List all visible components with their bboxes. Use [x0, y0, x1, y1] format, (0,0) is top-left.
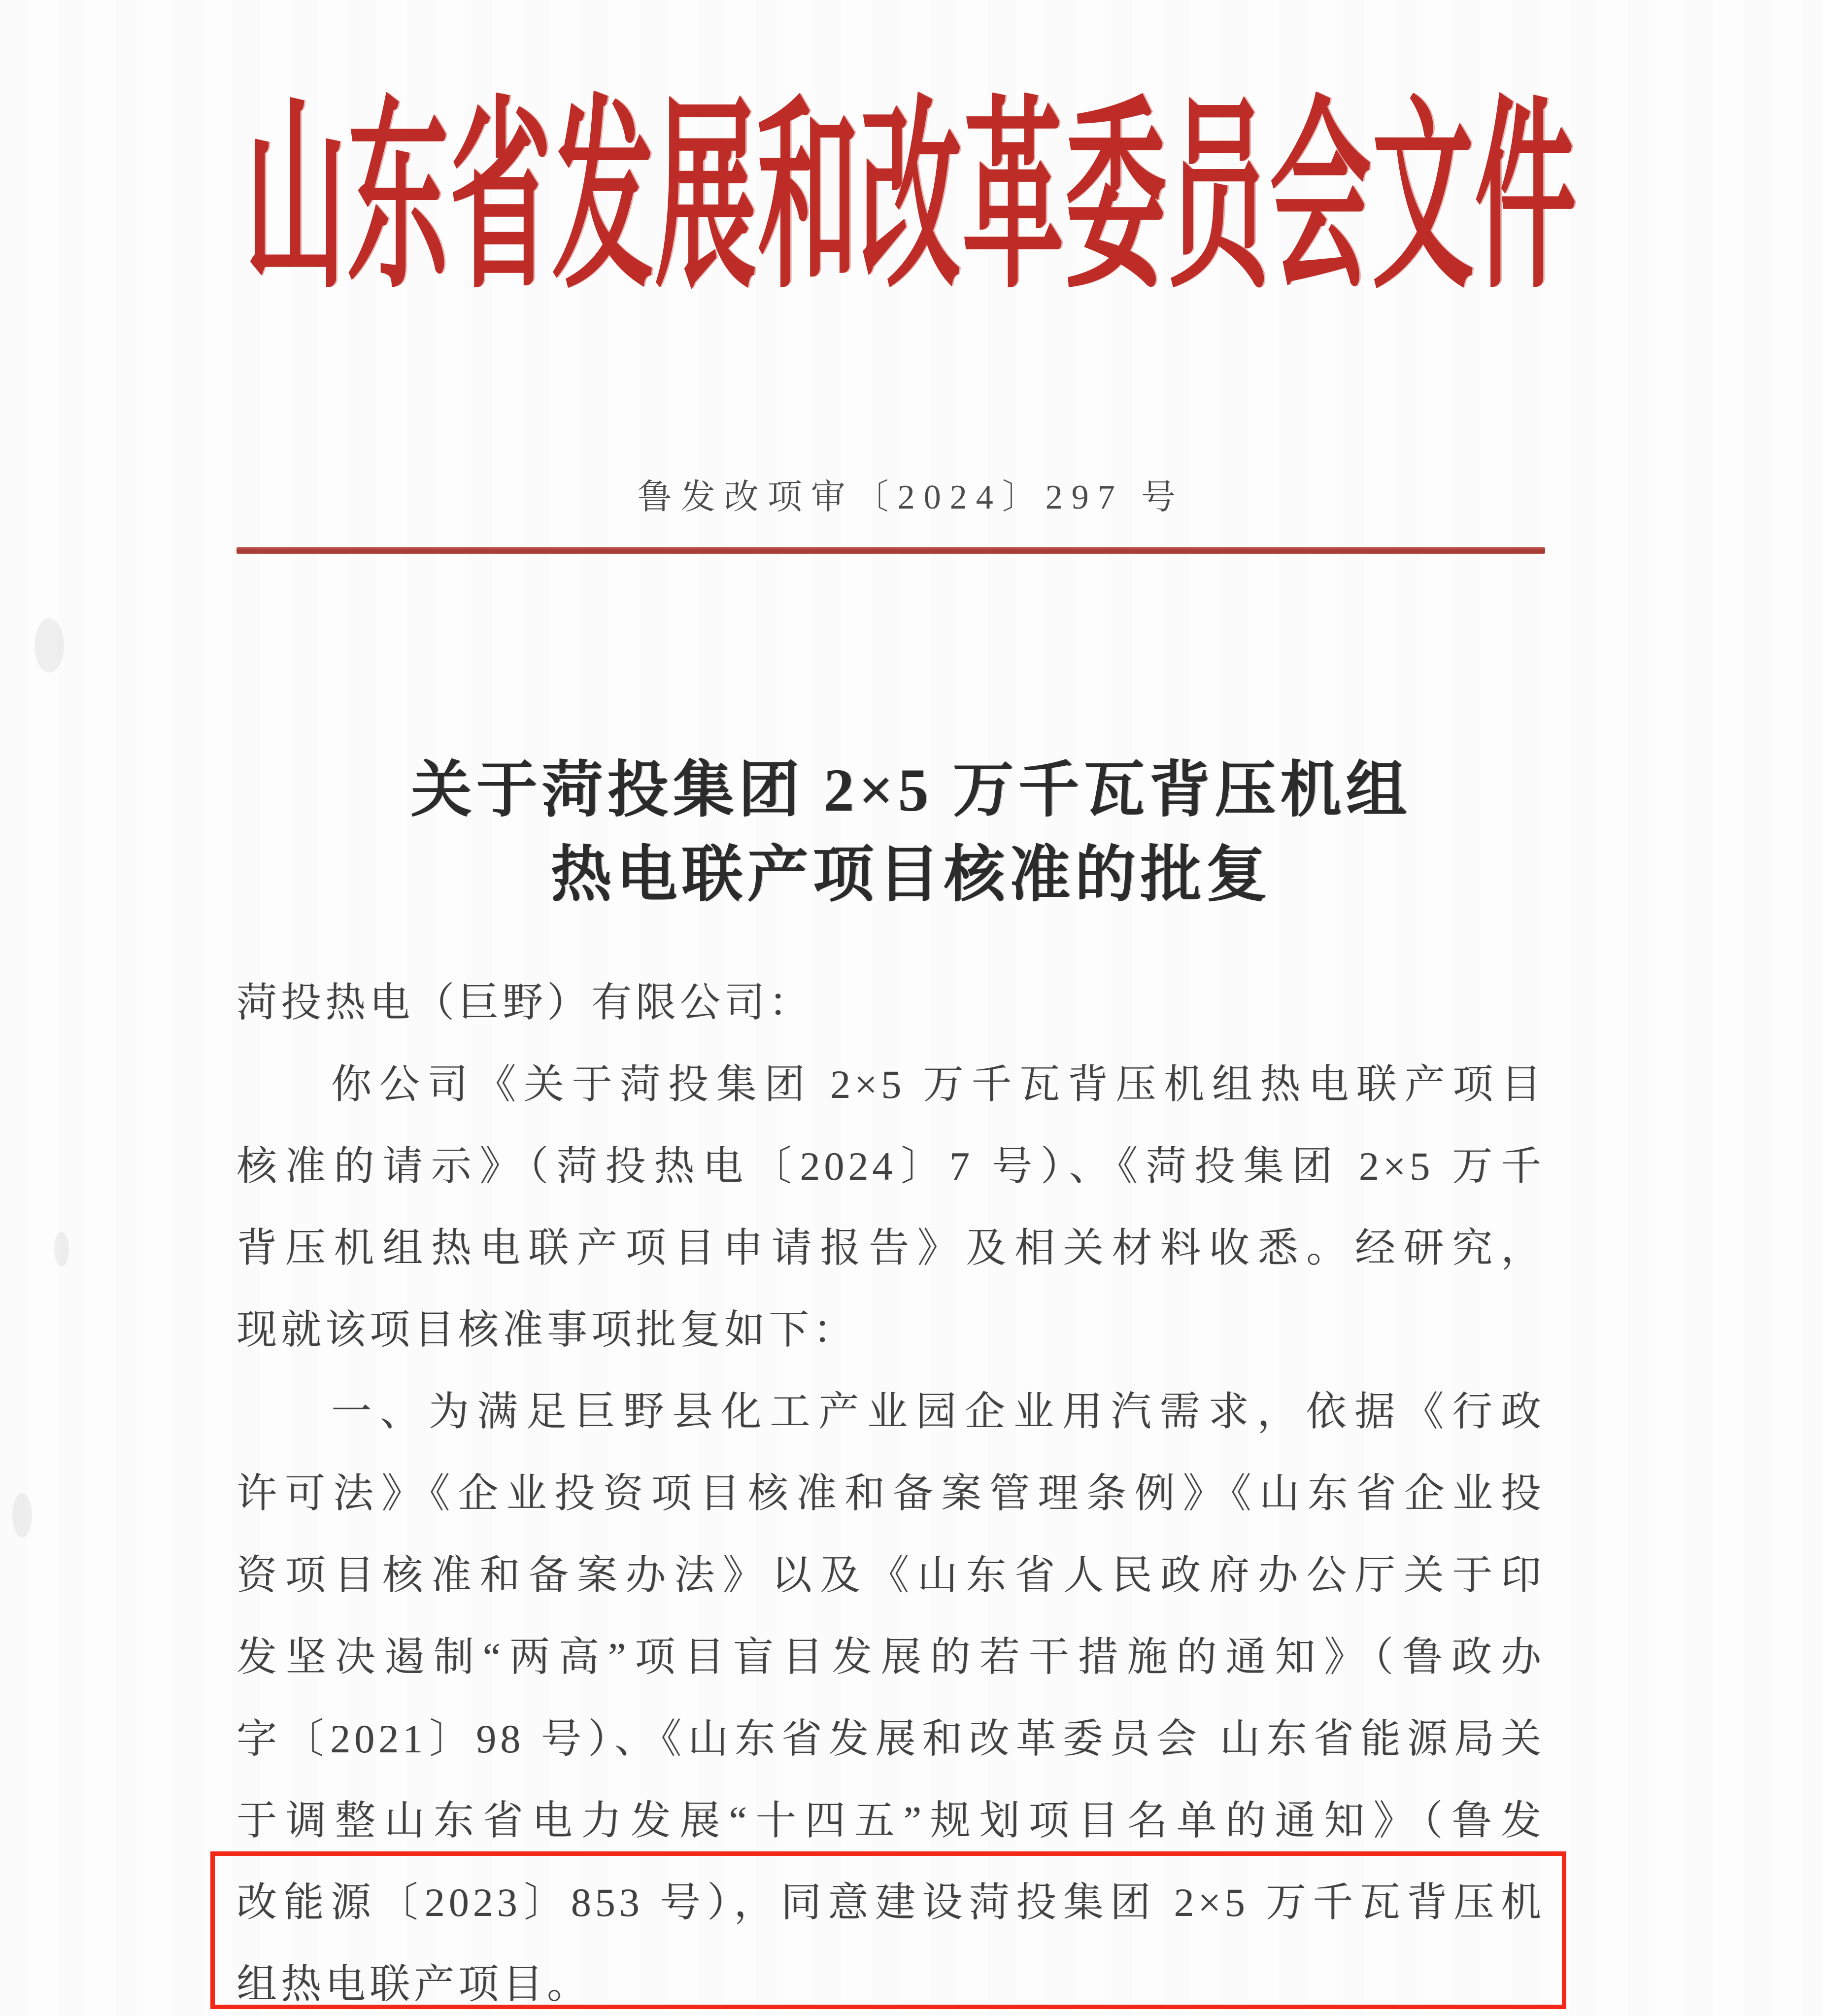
scan-smudge — [12, 1493, 32, 1538]
body-line-highlighted: 组热电联产项目。 — [236, 1962, 592, 2007]
document-title — [0, 748, 1822, 918]
body-line: 一、为满足巨野县化工产业园企业用汽需求，依据《行政 — [331, 1389, 1545, 1434]
document-number: 鲁发改项审〔2024〕297 号 — [637, 478, 1185, 516]
body-line: 你公司《关于菏投集团 2×5 万千瓦背压机组热电联产项目 — [331, 1062, 1545, 1107]
body-line: 发坚决遏制“两高”项目盲目发展的若干措施的通知》（鲁政办 — [236, 1635, 1545, 1679]
body-line: 现就该项目核准事项批复如下： — [236, 1307, 858, 1352]
red-divider-rule — [236, 547, 1545, 554]
body-line: 资项目核准和备案办法》以及《山东省人民政府办公厅关于印 — [236, 1553, 1545, 1598]
scan-smudge — [54, 1232, 69, 1266]
body-line: 背压机组热电联产项目申请报告》及相关材料收悉。经研究， — [236, 1226, 1545, 1270]
body-line: 核准的请示》（菏投热电〔2024〕7 号）、《菏投集团 2×5 万千 — [236, 1144, 1545, 1189]
body-text — [236, 962, 1545, 2016]
document-title-line2: 热电联产项目核准的批复 — [550, 841, 1272, 909]
body-line: 许可法》《企业投资项目核准和备案管理条例》《山东省企业投 — [236, 1471, 1545, 1516]
body-line-highlighted: 改能源〔2023〕853 号），同意建设菏投集团 2×5 万千瓦背压机 — [236, 1880, 1545, 1925]
body-line: 于调整山东省电力发展“十四五”规划项目名单的通知》（鲁发 — [236, 1798, 1545, 1843]
scan-smudge — [34, 618, 64, 673]
body-line-salutation: 菏投热电（巨野）有限公司： — [236, 980, 813, 1025]
document-title-line1: 关于菏投集团 2×5 万千瓦背压机组 — [410, 756, 1412, 824]
body-line: 字〔2021〕98 号）、《山东省发展和改革委员会 山东省能源局关 — [236, 1716, 1545, 1761]
letterhead-title: 山东省发展和改革委员会文件 — [244, 84, 1577, 313]
